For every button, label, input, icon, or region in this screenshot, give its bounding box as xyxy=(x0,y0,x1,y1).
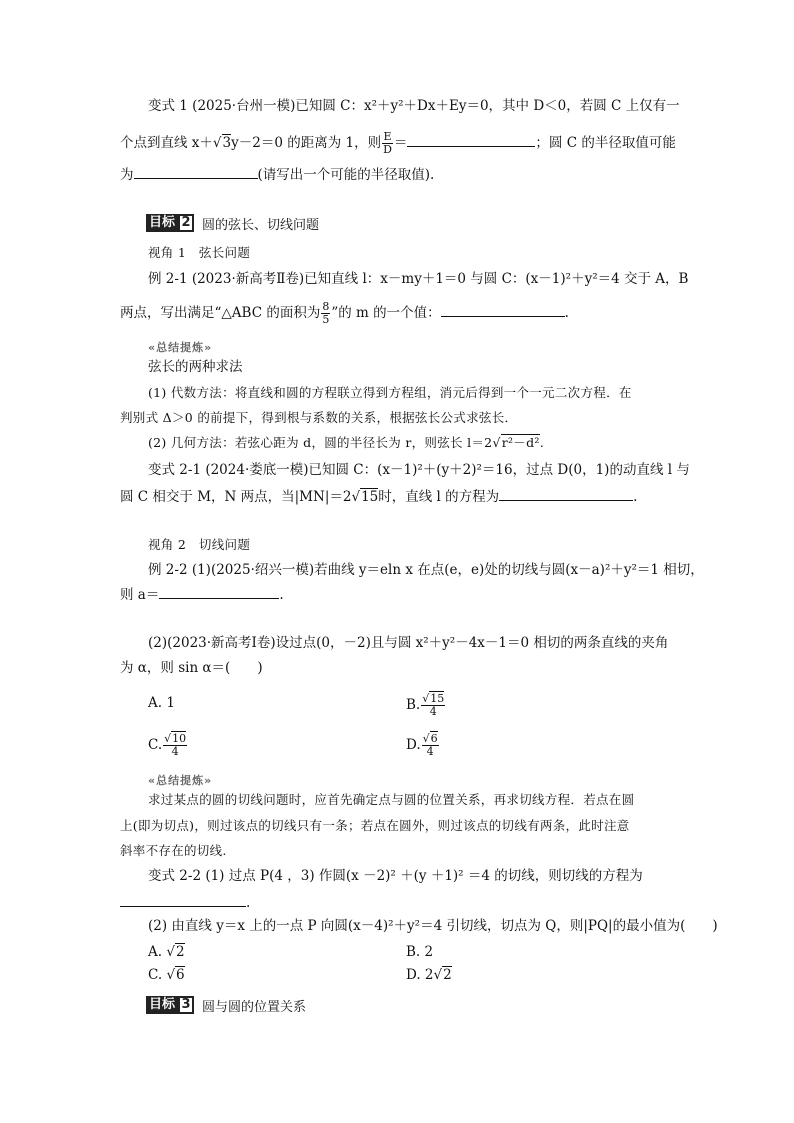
sqrt-symbol: √ xyxy=(351,489,361,505)
chord-method-1-line-1: (1) 代数方法：将直线和圆的方程联立得到方程组，消元后得到一个一元二次方程．在 xyxy=(148,385,632,400)
target-badge: 目标 2 xyxy=(146,214,194,232)
answer-blank-2[interactable] xyxy=(134,164,258,179)
target-2-header xyxy=(146,212,319,234)
option-c-2[interactable]: C. √6 xyxy=(148,967,185,983)
fraction-e-over-d: $\frac{E}{D}$ xyxy=(383,130,392,156)
variant-1-line-2: 个点到直线 x＋√3y－2＝0 的距离为 1，则 $\frac{E}{D}$ ＝ ；圆 C 的半径取值可能 xyxy=(120,130,676,156)
example-2-1-line-1: 例 2-1 (2023·新高考Ⅱ卷)已知直线 l：x－my＋1＝0 与圆 C：(x－1)²＋y²＝4 交于 A，B xyxy=(148,271,689,287)
chord-method-1-line-2: 判别式 Δ＞0 的前提下，得到根与系数的关系，根据弦长公式求弦长． xyxy=(120,410,518,425)
variant-1-line-1: 变式 1 (2025·台州一模)已知圆 C：x²＋y²＋Dx＋Ey＝0，其中 D＜0，若圆 C 上仅有一 xyxy=(148,98,680,114)
summary-label-2: «总结提炼» xyxy=(148,774,213,787)
answer-blank-5[interactable] xyxy=(159,584,279,599)
target-badge: 目标 3 xyxy=(146,996,194,1014)
example-2-2-part-2-line-2: 为 α，则 sin α＝( ) xyxy=(120,660,263,676)
example-2-2-line-2: 则 a＝ . xyxy=(120,584,680,605)
fraction-8-over-5: $\frac{8}{5}$ xyxy=(322,300,330,326)
view-1-heading: 视角 1 弦长问题 xyxy=(148,245,251,260)
view-2-heading: 视角 2 切线问题 xyxy=(148,537,251,552)
variant-2-2-line-2: . xyxy=(120,892,680,913)
example-2-1-line-2: 两点，写出满足“△ABC 的面积为 $\frac{8}{5}$ ”的 m 的一个值： . xyxy=(120,300,569,326)
option-a-2[interactable]: A. √2 xyxy=(148,944,185,960)
sqrt-symbol: √ xyxy=(492,435,501,450)
example-2-2-part-2-line-1: (2)(2023·新高考Ⅰ卷)设过点(0，－2)且与圆 x²＋y²－4x－1＝0 相切的两条直线的夹角 xyxy=(148,635,669,651)
variant-1-line-3: 为 (请写出一个可能的半径取值). xyxy=(120,164,680,185)
option-b-2[interactable]: B. 2 xyxy=(406,944,434,960)
option-a[interactable]: A. 1 xyxy=(148,695,175,711)
tangent-summary-line-2: 上(即为切点)，则过该点的切线只有一条；若点在圆外，则过该点的切线有两条，此时注意 xyxy=(120,818,630,833)
variant-2-1-line-2: 圆 C 相交于 M，N 两点，当|MN|＝2√15时，直线 l 的方程为 . xyxy=(120,486,680,507)
summary-label-1: «总结提炼» xyxy=(148,341,213,354)
answer-blank-4[interactable] xyxy=(499,486,633,501)
option-d-2[interactable]: D. 2√2 xyxy=(406,967,452,983)
target-3-header xyxy=(146,994,306,1016)
target-2-title: 圆的弦长、切线问题 xyxy=(202,217,320,233)
option-d[interactable]: D. $\frac{√6}{4}$ xyxy=(406,732,438,758)
chord-methods-title: 弦长的两种求法 xyxy=(148,359,243,375)
variant-2-1-line-1: 变式 2-1 (2024·娄底一模)已知圆 C：(x－1)²＋(y＋2)²＝16，过点 D(0，1)的动直线 l 与 xyxy=(148,462,690,478)
sqrt-symbol: √ xyxy=(212,135,222,151)
answer-blank-3[interactable] xyxy=(441,302,565,317)
variant-2-2-part-2: (2) 由直线 y＝x 上的一点 P 向圆(x－4)²＋y²＝4 引切线，切点为 Q，则|PQ|的最小值为( ) xyxy=(148,918,718,934)
example-2-2-line-1: 例 2-2 (1)(2025·绍兴一模)若曲线 y＝eln x 在点(e，e)处的切线与圆(x－a)²＋y²＝1 相切， xyxy=(148,562,704,578)
option-b[interactable]: B. $\frac{√15}{4}$ xyxy=(406,692,445,718)
chord-method-2: (2) 几何方法：若弦心距为 d，圆的半径长为 r，则弦长 l＝2√r²－d². xyxy=(148,435,544,450)
variant-2-2-line-1: 变式 2-2 (1) 过点 P(4 ，3) 作圆(x －2)² ＋(y ＋1)² ＝4 的切线，则切线的方程为 xyxy=(148,868,643,884)
answer-blank-1[interactable] xyxy=(407,132,535,147)
tangent-summary-line-1: 求过某点的圆的切线问题时，应首先确定点与圆的位置关系，再求切线方程．若点在圆 xyxy=(148,792,635,807)
target-3-title: 圆与圆的位置关系 xyxy=(202,999,307,1015)
option-c[interactable]: C. $\frac{√10}{4}$ xyxy=(148,732,187,758)
answer-blank-6[interactable] xyxy=(120,892,246,907)
tangent-summary-line-3: 斜率不存在的切线. xyxy=(120,843,227,858)
